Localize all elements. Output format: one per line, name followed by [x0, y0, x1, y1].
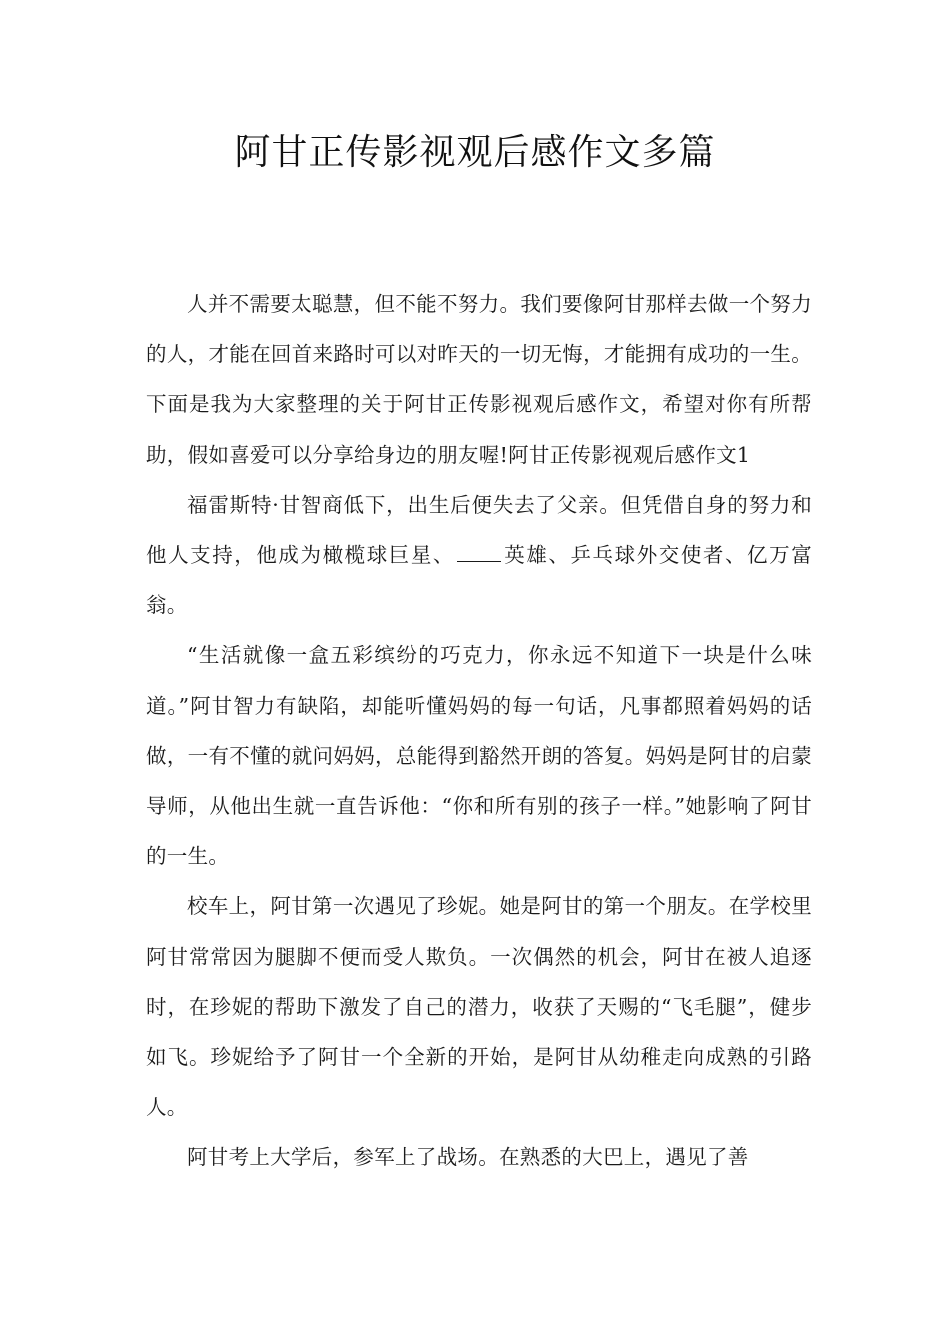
document-body: [146, 279, 812, 1183]
paragraph-chocolate-quote: “生活就像一盒五彩缤纷的巧克力，你永远不知道下一块是什么味道。”阿甘智力有缺陷，却能听懂妈妈的每一句话，凡事都照着妈妈的话做，一有不懂的就问妈妈，总能得到豁然开朗的答复。妈妈是阿甘的启蒙导师，从他出生就一直告诉他：“你和所有别的孩子一样。”她影响了阿甘的一生。: [146, 643, 812, 869]
paragraph-forrest-bio: [146, 480, 812, 631]
document-title: 阿甘正传影视观后感作文多篇: [234, 132, 716, 173]
paragraph-jenny: 校车上，阿甘第一次遇见了珍妮。她是阿甘的第一个朋友。在学校里阿甘常常因为腿脚不便而受人欺负。一次偶然的机会，阿甘在被人追逐时，在珍妮的帮助下激发了自己的潜力，收获了天赐的“飞毛腿”，健步如飞。珍妮给予了阿甘一个全新的开始，是阿甘从幼稚走向成熟的引路人。: [146, 894, 812, 1120]
paragraph-text-before-blank: 福雷斯特·甘智商低下，出生后便失去了父亲。但凭借自身的努力和他人支持，他成为橄榄球巨星、: [146, 492, 812, 568]
paragraph-text-after-blank: 英雄、乒乓球外交使者、亿万富翁。: [146, 543, 812, 618]
fill-in-blank: [457, 545, 501, 562]
paragraph-college: 阿甘考上大学后，参军上了战场。在熟悉的大巴上，遇见了善: [187, 1145, 749, 1170]
paragraph-intro: 人并不需要太聪慧，但不能不努力。我们要像阿甘那样去做一个努力的人，才能在回首来路时可以对昨天的一切无悔，才能拥有成功的一生。下面是我为大家整理的关于阿甘正传影视观后感作文，希望对你有所帮助，假如喜爱可以分享给身边的朋友喔!阿甘正传影视观后感作文1: [146, 292, 812, 467]
